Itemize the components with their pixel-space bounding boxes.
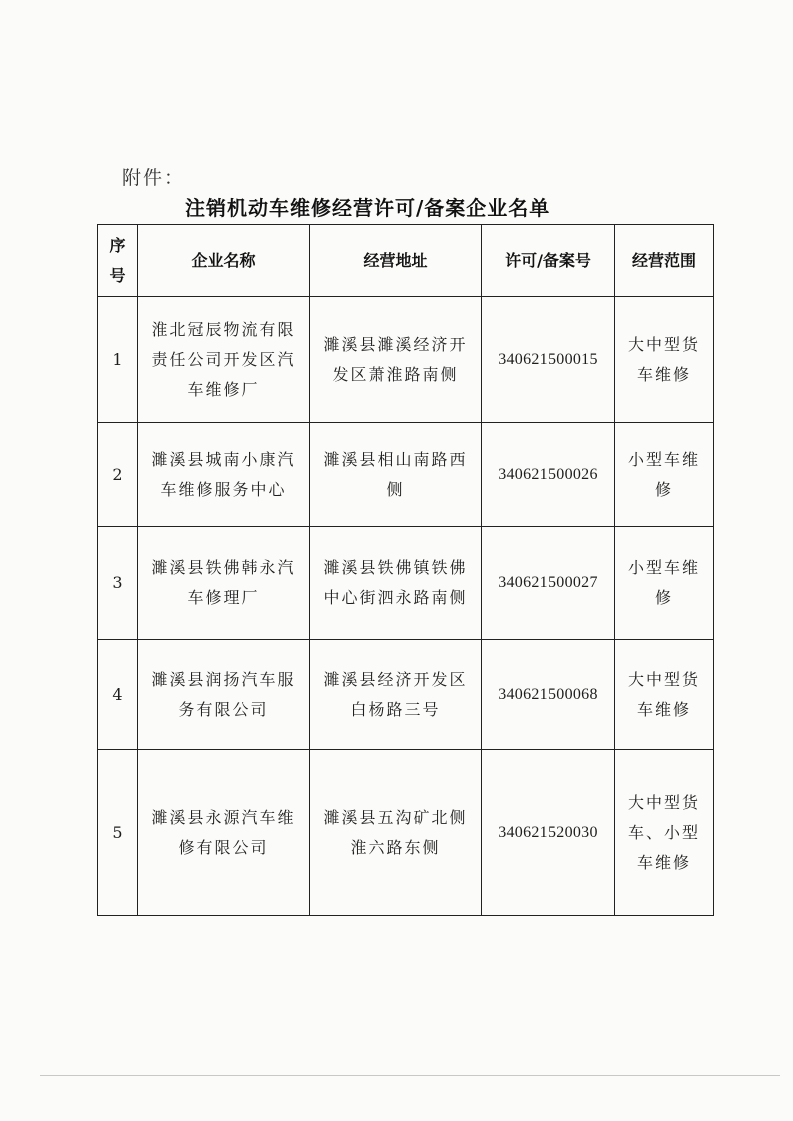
row-no: 4 <box>98 640 138 750</box>
row-scope: 大中型货车、小型车维修 <box>615 750 714 916</box>
row-license: 340621500026 <box>482 423 615 527</box>
row-no: 1 <box>98 297 138 423</box>
row-license: 340621500015 <box>482 297 615 423</box>
table-row <box>98 423 714 527</box>
row-no: 5 <box>98 750 138 916</box>
header-no: 序号 <box>98 225 138 297</box>
row-address: 濉溪县经济开发区白杨路三号 <box>310 640 482 750</box>
row-company: 濉溪县城南小康汽车维修服务中心 <box>138 423 310 527</box>
header-address: 经营地址 <box>310 225 482 297</box>
table-header-row <box>98 225 714 297</box>
row-scope: 小型车维修 <box>615 527 714 640</box>
scan-edge-line <box>40 1075 780 1076</box>
row-company: 濉溪县永源汽车维修有限公司 <box>138 750 310 916</box>
row-license: 340621500068 <box>482 640 615 750</box>
row-no: 3 <box>98 527 138 640</box>
document-title: 注销机动车维修经营许可/备案企业名单 <box>185 196 551 220</box>
header-company: 企业名称 <box>138 225 310 297</box>
row-company: 濉溪县铁佛韩永汽车修理厂 <box>138 527 310 640</box>
row-scope: 大中型货车维修 <box>615 640 714 750</box>
row-license: 340621520030 <box>482 750 615 916</box>
table-row <box>98 527 714 640</box>
table-row <box>98 750 714 916</box>
row-license: 340621500027 <box>482 527 615 640</box>
row-scope: 大中型货车维修 <box>615 297 714 423</box>
row-company: 淮北冠辰物流有限责任公司开发区汽车维修厂 <box>138 297 310 423</box>
row-no: 2 <box>98 423 138 527</box>
table-row <box>98 297 714 423</box>
header-license: 许可/备案号 <box>482 225 615 297</box>
row-scope: 小型车维修 <box>615 423 714 527</box>
attachment-label: 附件： <box>122 167 186 189</box>
table-row <box>98 640 714 750</box>
row-address: 濉溪县濉溪经济开发区萧淮路南侧 <box>310 297 482 423</box>
row-company: 濉溪县润扬汽车服务有限公司 <box>138 640 310 750</box>
company-list-table <box>97 224 714 916</box>
row-address: 濉溪县五沟矿北侧淮六路东侧 <box>310 750 482 916</box>
row-address: 濉溪县铁佛镇铁佛中心街泗永路南侧 <box>310 527 482 640</box>
row-address: 濉溪县相山南路西侧 <box>310 423 482 527</box>
header-scope: 经营范围 <box>615 225 714 297</box>
